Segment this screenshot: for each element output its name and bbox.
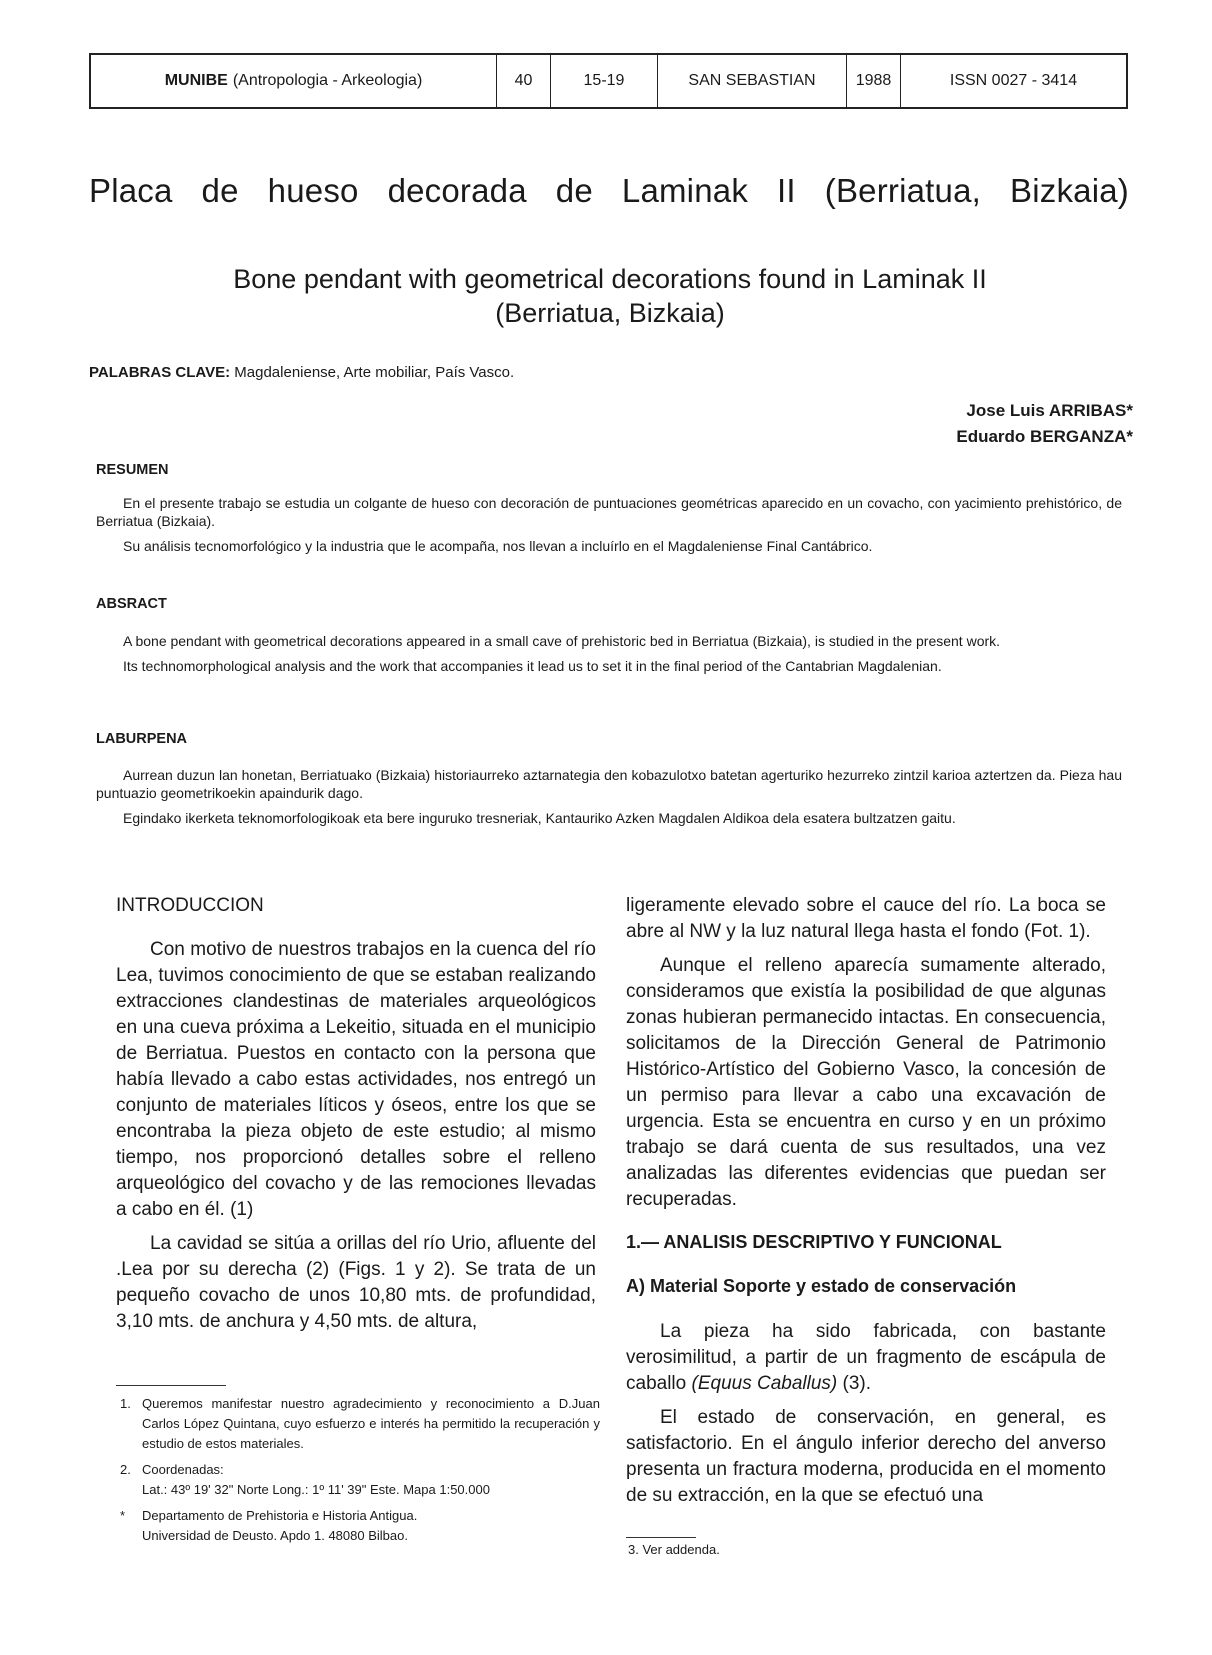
footnote-1-text: Queremos manifestar nuestro agradecimiento y reconocimiento a D.Juan Carlos López Quintana, cuyo esfuerzo e interés ha permitido la recuperación y estudio de estos materiales.	[142, 1396, 600, 1451]
intro-paragraph-2: La cavidad se sitúa a orillas del río Urio, afluente del .Lea por su derecha (2) (Figs. 1 y 2). Se trata de un pequeño covacho de unos 10,80 mts. de profundidad, 3,10 mts. de anchura y 4,50 mts. de altura,	[116, 1233, 596, 1332]
laburpena-heading: LABURPENA	[96, 731, 188, 747]
footnote-2-line-2: Lat.: 43º 19' 32" Norte Long.: 1º 11' 39" Este. Mapa 1:50.000	[142, 1482, 490, 1497]
footnote-rule-right	[626, 1537, 696, 1538]
journal-name: MUNIBE	[164, 72, 228, 89]
title-english	[150, 262, 1070, 330]
laburpena-paragraph-1: Aurrean duzun lan honetan, Berriatuako (Bizkaia) historiaurreko aztarnategia den kobazulotxo batetan agerturiko hezurreko zintzil karioa aztertzen da. Pieza hau puntuazio geometrikoekin apaindurik dago.	[96, 767, 1122, 801]
keywords-text: Magdaleniense, Arte mobiliar, País Vasco.	[234, 364, 515, 381]
authors	[956, 398, 1133, 450]
author-1: Jose Luis ARRIBAS*	[966, 401, 1133, 420]
footnote-2-line-1: Coordenadas:	[142, 1462, 224, 1477]
journal-subtitle: (Antropologia - Arkeologia)	[232, 72, 423, 89]
volume-cell: 40	[497, 55, 551, 107]
right-column	[626, 893, 1106, 1517]
right-paragraph-3-a: La pieza ha sido fabricada, con bastante verosimilitud, a partir de un fragmento de escápula de caballo	[626, 1321, 1106, 1394]
right-paragraph-3-b: (3).	[837, 1373, 872, 1394]
right-paragraph-3	[626, 1319, 1106, 1397]
laburpena-body	[96, 766, 1122, 834]
issn-cell: ISSN 0027 - 3414	[949, 72, 1078, 89]
section-a-heading: A) Material Soporte y estado de conservación	[626, 1276, 1017, 1296]
affiliation-text	[142, 1506, 417, 1546]
affiliation-line-2: Universidad de Deusto. Apdo 1. 48080 Bilbao.	[142, 1528, 408, 1543]
title-english-line-1: Bone pendant with geometrical decorations found in Laminak II	[233, 264, 987, 294]
footnote-3: 3. Ver addenda.	[628, 1542, 720, 1557]
right-paragraph-2: Aunque el relleno aparecía sumamente alterado, consideramos que existía la posibilidad de que algunas zonas hubieran permanecido intactas. En consecuencia, solicitamos de la Dirección General de Patrimonio Histórico-Artístico del Gobierno Vasco, la concesión de un permiso para llevar a cabo una excavación de urgencia. Esta se encuentra en curso y en un próximo trabajo se dará cuenta de sus resultados, una vez analizadas las diferentes evidencias que puedan ser recuperadas.	[626, 955, 1106, 1210]
keywords-label: PALABRAS CLAVE:	[89, 364, 231, 381]
left-footnotes	[120, 1394, 600, 1546]
journal-header-table	[89, 53, 1128, 109]
footnote-1-number: 1.	[120, 1396, 131, 1411]
absract-paragraph-1: A bone pendant with geometrical decorations appeared in a small cave of prehistoric bed in Berriatua (Bizkaia), is studied in the present work.	[123, 633, 1001, 649]
keywords	[89, 364, 514, 381]
title-english-line-2: (Berriatua, Bizkaia)	[495, 298, 725, 328]
introduccion-heading: INTRODUCCION	[116, 895, 264, 916]
section-1-heading: 1.— ANALISIS DESCRIPTIVO Y FUNCIONAL	[626, 1232, 1002, 1252]
absract-paragraph-2: Its technomorphological analysis and the work that accompanies it lead us to set it in the final period of the Cantabrian Magdalenian.	[123, 658, 942, 674]
city-cell: SAN SEBASTIAN	[658, 55, 847, 107]
laburpena-paragraph-2: Egindako ikerketa teknomorfologikoak eta bere inguruko tresneriak, Kantauriko Azken Magdalen Aldikoa dela esatera bultzatzen gaitu.	[123, 810, 956, 826]
right-paragraph-4: El estado de conservación, en general, es satisfactorio. En el ángulo inferior derecho del anverso presenta un fractura moderna, producida en el momento de su extracción, en la que se efectuó una	[626, 1407, 1106, 1506]
footnote-2-number: 2.	[120, 1462, 131, 1477]
author-2: Eduardo BERGANZA*	[956, 427, 1133, 446]
footnote-2	[120, 1460, 600, 1500]
footnote-rule-left	[116, 1385, 226, 1386]
title-spanish: Placa de hueso decorada de Laminak II (Berriatua, Bizkaia)	[89, 172, 1129, 209]
affiliation-line-1: Departamento de Prehistoria e Historia Antigua.	[142, 1508, 418, 1523]
absract-body	[96, 632, 1122, 682]
resumen-body	[96, 494, 1122, 562]
footnote-affiliation	[120, 1506, 600, 1546]
footnote-2-text	[142, 1460, 490, 1500]
species-name: (Equus Caballus)	[691, 1373, 838, 1394]
resumen-paragraph-1: En el presente trabajo se estudia un colgante de hueso con decoración de puntuaciones geométricas aparecido en un covacho, con yacimiento prehistórico, de Berriatua (Bizkaia).	[96, 495, 1122, 529]
resumen-heading: RESUMEN	[96, 462, 169, 478]
intro-paragraph-1: Con motivo de nuestros trabajos en la cuenca del río Lea, tuvimos conocimiento de que se estaban realizando extracciones clandestinas de materiales arqueológicos en una cueva próxima a Lekeitio, situada en el municipio de Berriatua. Puestos en contacto con la persona que había llevado a cabo estas actividades, nos entregó un conjunto de materiales líticos y óseos, entre los que se encontraba la pieza objeto de este estudio; al mismo tiempo, nos proporcionó detalles sobre el relleno arqueológico del covacho y de las remociones llevadas a cabo en él. (1)	[116, 939, 596, 1220]
right-paragraph-1: ligeramente elevado sobre el cauce del río. La boca se abre al NW y la luz natural llega hasta el fondo (Fot. 1).	[626, 895, 1106, 942]
footnote-1	[120, 1394, 600, 1454]
left-column	[116, 893, 596, 1343]
absract-heading: ABSRACT	[96, 596, 167, 612]
resumen-paragraph-2: Su análisis tecnomorfológico y la industria que le acompaña, nos llevan a incluírlo en el Magdaleniense Final Cantábrico.	[123, 538, 873, 554]
journal-cell	[91, 55, 497, 107]
year-cell: 1988	[847, 55, 901, 107]
affiliation-marker: *	[120, 1508, 126, 1523]
pages-cell: 15-19	[551, 55, 658, 107]
